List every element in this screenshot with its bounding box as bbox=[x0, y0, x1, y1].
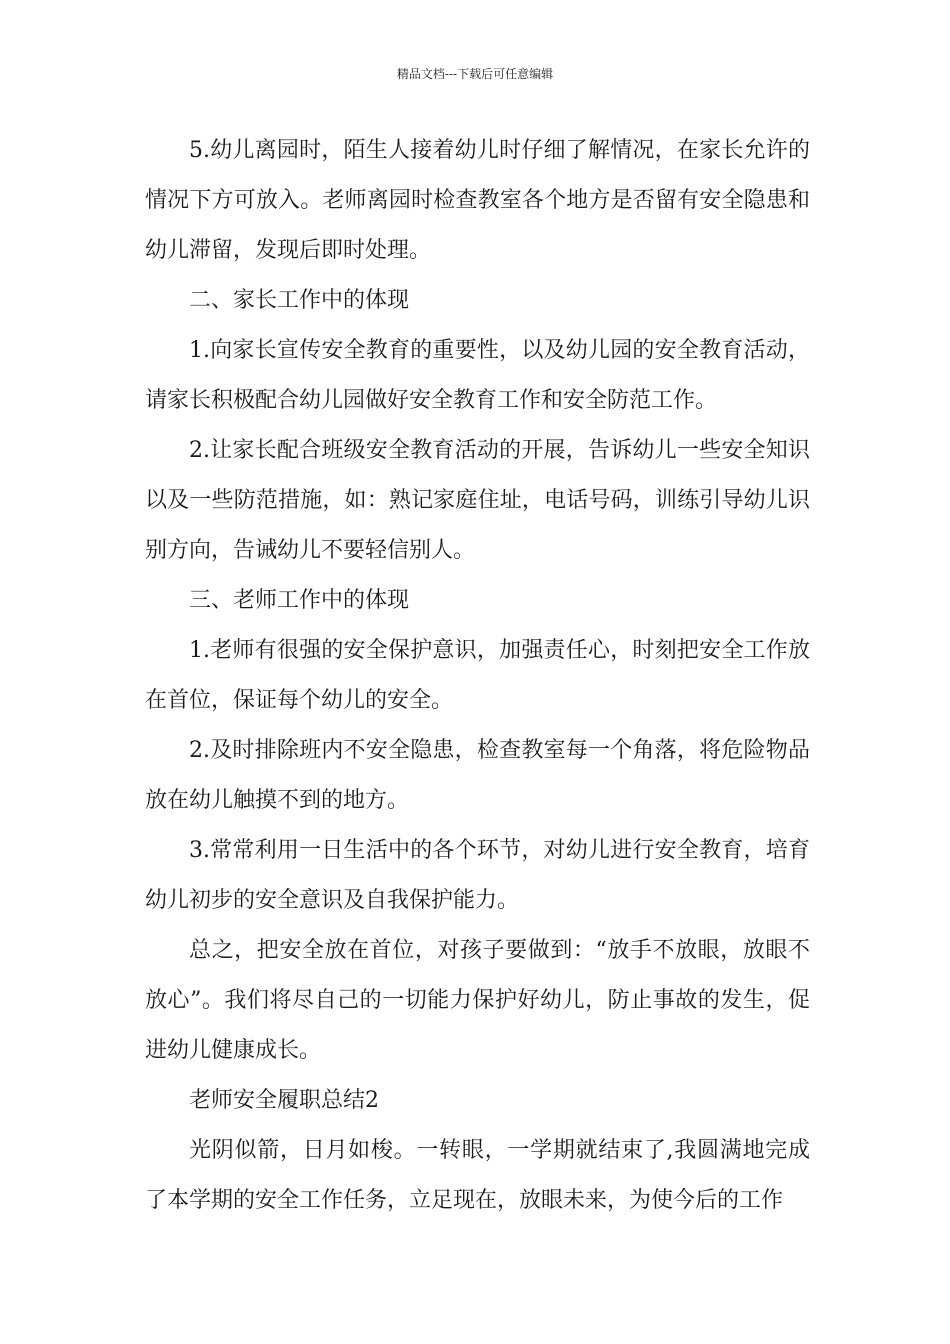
paragraph-teacher-awareness: 1.老师有很强的安全保护意识，加强责任心，时刻把安全工作放在首位，保证每个幼儿的安全。 bbox=[145, 638, 810, 713]
section-heading-parents: 二、家长工作中的体现 bbox=[189, 288, 410, 313]
paragraph-summary-2-intro: 光阴似箭，日月如梭。一转眼，一学期就结束了,我圆满地完成了本学期的安全工作任务，立足现在，放眼未来，为使今后的工作 bbox=[145, 1138, 810, 1213]
article-title-summary-2: 老师安全履职总结2 bbox=[189, 1088, 379, 1113]
section-heading-teachers: 三、老师工作中的体现 bbox=[189, 588, 410, 613]
paragraph-hazard-removal: 2.及时排除班内不安全隐患，检查教室每一个角落，将危险物品放在幼儿触摸不到的地方。 bbox=[145, 738, 810, 813]
page-header: 精品文档---下载后可任意编辑 bbox=[396, 67, 554, 81]
paragraph-parent-cooperation: 2.让家长配合班级安全教育活动的开展，告诉幼儿一些安全知识以及一些防范措施，如：熟记家庭住址，电话号码，训练引导幼儿识别方向，告诫幼儿不要轻信别人。 bbox=[145, 438, 810, 563]
paragraph-parent-publicity: 1.向家长宣传安全教育的重要性，以及幼儿园的安全教育活动，请家长积极配合幼儿园做好安全教育工作和安全防范工作。 bbox=[145, 338, 810, 413]
paragraph-daily-education: 3.常常利用一日生活中的各个环节，对幼儿进行安全教育，培育幼儿初步的安全意识及自我保护能力。 bbox=[145, 838, 810, 913]
paragraph-conclusion: 总之，把安全放在首位，对孩子要做到：“放手不放眼，放眼不放心”。我们将尽自己的一切能力保护好幼儿，防止事故的发生，促进幼儿健康成长。 bbox=[145, 938, 810, 1063]
paragraph-departure-safety: 5.幼儿离园时，陌生人接着幼儿时仔细了解情况，在家长允许的情况下方可放入。老师离园时检查教室各个地方是否留有安全隐患和幼儿滞留，发现后即时处理。 bbox=[145, 138, 810, 263]
document-body bbox=[145, 126, 810, 1226]
